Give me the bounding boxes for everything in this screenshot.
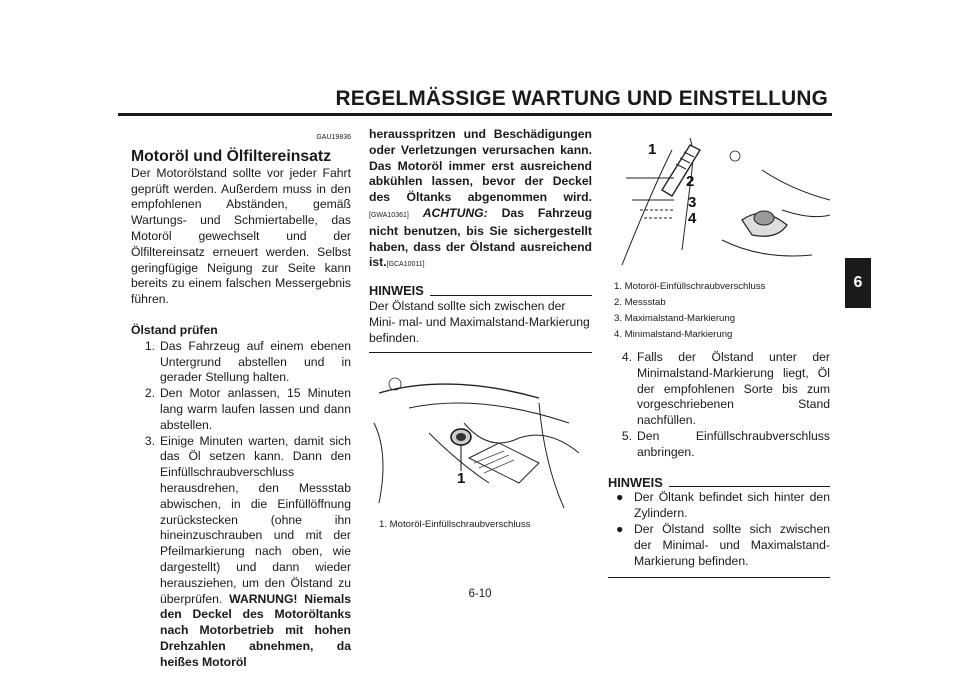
list-item: ● Der Öltank befindet sich hinter den Zylindern. <box>616 490 830 521</box>
list-item: ● Der Ölstand sollte sich zwischen der Minimal- und Maximalstand-Markierung befinden. <box>616 521 830 568</box>
callout-3: 3 <box>688 194 697 211</box>
section-code: GAU19836 <box>316 134 351 141</box>
warning-continued: herausspritzen und Beschädigungen oder Verletzungen verursachen kann. Das Motoröl immer erst ausreichend abkühlen lassen, bevor der Deckel des Öltanks abgenommen wird.[GWA10361] ACHTUNG: Das Fahrzeug nicht benutzen, bis Sie sichergestellt haben, dass der Ölstand ausreichend ist.[GCA10011] <box>369 127 593 270</box>
warning-text: WARNUNG! Niemals den Deckel des Motoröltanks nach Motorbetrieb mit hohen Drehzahlen abnehmen, da heißes Motoröl <box>160 591 351 669</box>
callout-1: 1 <box>457 470 466 488</box>
chapter-tab: 6 <box>845 258 871 308</box>
steps-list <box>131 339 351 671</box>
list-item: 5. Den Einfüllschraubverschluss anbringen. <box>621 428 830 459</box>
hinweis-text: Der Ölstand sollte sich zwischen der Mini- mal- und Maximalstand-Markierung befinden. <box>369 299 592 353</box>
hinweis-header: HINWEIS <box>369 283 592 299</box>
list-item: 4. Falls der Ölstand unter der Minimalstand-Markierung liegt, Öl der empfohlenen Sorte bis zum vorgeschriebenen Stand nachfüllen. <box>621 350 830 428</box>
callout-1: 1 <box>648 141 657 158</box>
caption-item: 2. Messstab <box>614 297 666 308</box>
callout-4: 4 <box>688 210 697 227</box>
column-middle <box>369 127 592 533</box>
list-item: 1. Das Fahrzeug auf einem ebenen Untergrund abstellen und in gerader Stellung halten. <box>144 338 351 385</box>
hinweis-bullets <box>608 490 830 578</box>
column-right <box>608 350 830 578</box>
steps-list <box>608 350 830 461</box>
filler-cap-figure <box>369 363 592 513</box>
page-number: 6-10 <box>468 588 492 600</box>
dipstick-figure <box>612 130 830 272</box>
caption-item: 4. Minimalstand-Markierung <box>614 329 733 340</box>
section-heading: Motoröl und Ölfiltereinsatz <box>131 147 332 165</box>
caption-item: 1. Motoröl-Einfüllschraubverschluss <box>614 281 766 292</box>
column-left <box>131 134 351 671</box>
callout-2: 2 <box>686 173 695 190</box>
hinweis-header: HINWEIS <box>608 475 830 491</box>
list-item: 3. Einige Minuten warten, damit sich das Öl setzen kann. Dann den Einfüllschraubverschluss herausdrehen, den Messstab abwischen, in die Einfüllöffnung zurückstecken (ohne ihn hineinzuschrauben und mit der Pfeilmarkierung nach oben, wie dargestellt) und dann wieder herausziehen, um den Ölstand zu überprüfen. WARNUNG! Niemals den Deckel des Motoröltanks nach Motorbetrieb mit hohen Drehzahlen abnehmen, da heißes Motoröl <box>144 433 351 669</box>
intro-paragraph: Der Motorölstand sollte vor jeder Fahrt geprüft werden. Außerdem muss in den empfohlenen Abständen, gemäß Wartungs- und Schmiertabelle, das Motoröl gewechselt und der Ölfiltereinsatz erneuert werden. Selbst geringfügige Neigung zur Seite kann bereits zu einem falschen Messergebnis führen. <box>131 165 351 307</box>
caption-item: 3. Maximalstand-Markierung <box>614 313 736 324</box>
list-item: 2. Den Motor anlassen, 15 Minuten lang warm laufen lassen und dann abstellen. <box>144 386 351 432</box>
figure-caption: 1. Motoröl-Einfüllschraubverschluss <box>379 519 531 531</box>
header-rule <box>118 113 832 116</box>
subheading: Ölstand prüfen <box>131 322 218 337</box>
figure-captions <box>614 279 834 343</box>
page-header-title: REGELMÄSSIGE WARTUNG UND EINSTELLUNG <box>335 86 828 110</box>
